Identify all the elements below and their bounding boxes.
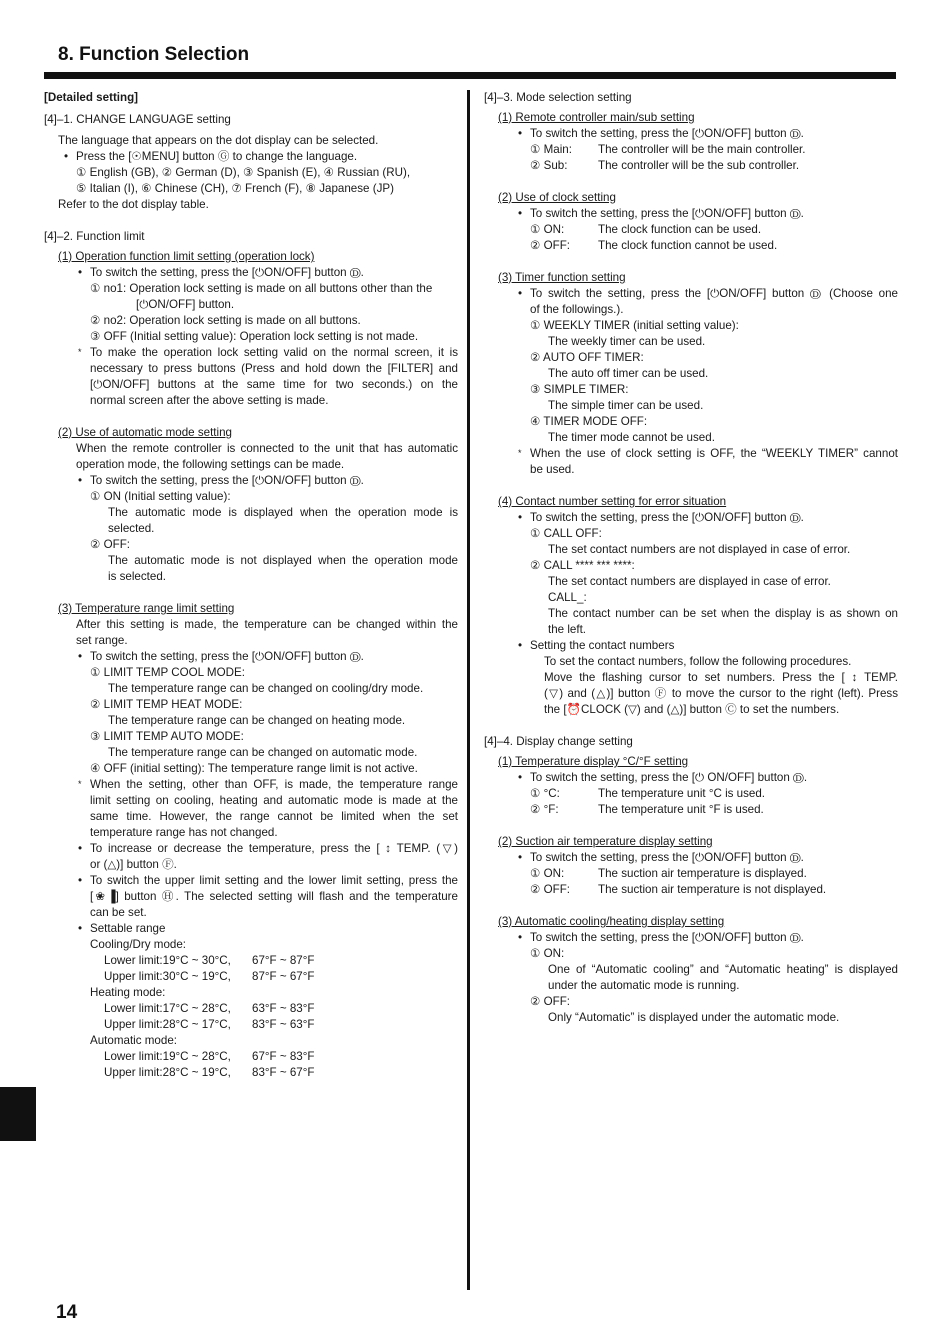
- range-row: [44, 1065, 458, 1081]
- description-line: After this setting is made, the temperature can be changed within the: [76, 618, 458, 631]
- option-row: [484, 802, 898, 818]
- bullet-item: • To switch the setting, press the [⏻ON/OFF] button Ⓓ.: [44, 649, 458, 665]
- option-key: ② OFF:: [530, 239, 571, 252]
- bullet-item: • Settable range: [44, 921, 458, 937]
- procedure-line: To set the contact numbers, follow the following procedures.: [544, 655, 852, 668]
- option-line: ② LIMIT TEMP HEAT MODE:: [90, 698, 243, 711]
- subsection-title: (1) Operation function limit setting (operation lock): [58, 250, 315, 263]
- option-desc-line: The automatic mode is displayed when the operation mode is: [108, 506, 458, 519]
- note-line: * When the use of clock setting is OFF, the “WEEKLY TIMER” cannot: [484, 446, 898, 462]
- subsection-automatic-mode: [44, 425, 458, 585]
- note-line: temperature range has not changed.: [90, 826, 278, 839]
- subsection-contact-number: [484, 494, 898, 718]
- range-fahrenheit: 63°F ~ 83°F: [252, 1002, 315, 1015]
- bullet-item: • To switch the setting, press the [⏻ON/OFF] button Ⓓ.: [484, 930, 898, 946]
- subsection-title: (3) Temperature range limit setting: [58, 602, 235, 615]
- subsection-suction-air: [484, 834, 898, 898]
- bullet-continuation: can be set.: [90, 906, 147, 919]
- subsection-title: (2) Use of clock setting: [498, 191, 616, 204]
- option-desc-line: The timer mode cannot be used.: [548, 431, 715, 444]
- left-column: [44, 90, 458, 1081]
- option-row: [484, 882, 898, 898]
- option-row: [484, 786, 898, 802]
- subsection-main-sub: [484, 110, 898, 174]
- range-celsius: Lower limit:19°C ~ 28°C,: [104, 1050, 231, 1063]
- subsection-title: (1) Temperature display °C/°F setting: [498, 755, 689, 768]
- paragraph-line: Refer to the dot display table.: [58, 198, 209, 211]
- subsection-title: (3) Automatic cooling/heating display setting: [498, 915, 725, 928]
- page-number: 14: [56, 1302, 78, 1323]
- option-desc-line: under the automatic mode is running.: [548, 979, 740, 992]
- option-key: ② Sub:: [530, 159, 568, 172]
- bullet-item: • To switch the setting, press the [⏻ON/OFF] button Ⓓ.: [484, 510, 898, 526]
- subsection-auto-cool-heat: [484, 914, 898, 1026]
- option-value: The clock function can be used.: [598, 223, 762, 236]
- option-desc-line: The auto off timer can be used.: [548, 367, 709, 380]
- option-value: The suction air temperature is not displayed.: [598, 883, 827, 896]
- range-fahrenheit: 83°F ~ 67°F: [252, 1066, 315, 1079]
- range-row: [44, 1017, 458, 1033]
- bullet-continuation: or (△)] button Ⓕ.: [90, 858, 177, 871]
- note-line: * When the setting, other than OFF, is made, the temperature range: [44, 777, 458, 793]
- option-desc-line: the left.: [548, 623, 587, 636]
- note-line: limit setting on cooling, heating and automatic mode is made at the: [90, 794, 458, 807]
- option-row: [484, 222, 898, 238]
- note-line: same time. However, the range cannot be limited when the set: [90, 810, 458, 823]
- option-line: ① WEEKLY TIMER (initial setting value):: [530, 319, 739, 332]
- option-desc-line: The set contact numbers are not displayed in case of error.: [548, 543, 851, 556]
- option-value: The temperature unit °C is used.: [598, 787, 766, 800]
- subsection-title: (2) Use of automatic mode setting: [58, 426, 232, 439]
- bullet-item: • To switch the setting, press the [⏻ON/OFF] button Ⓓ (Choose one: [484, 286, 898, 302]
- range-row: [44, 969, 458, 985]
- option-line: ② AUTO OFF TIMER:: [530, 351, 644, 364]
- bullet-item: • Setting the contact numbers: [484, 638, 898, 654]
- option-desc-line: The temperature range can be changed on cooling/dry mode.: [108, 682, 424, 695]
- range-row: [44, 1001, 458, 1017]
- subsection-operation-lock: [44, 249, 458, 409]
- description-line: When the remote controller is connected to the unit that has automatic: [76, 442, 458, 455]
- option-desc-line: Only “Automatic” is displayed under the automatic mode.: [548, 1011, 840, 1024]
- subsection-title: (4) Contact number setting for error situation: [498, 495, 727, 508]
- option-value: The controller will be the main controller.: [598, 143, 806, 156]
- section-change-language: [44, 112, 458, 213]
- range-mode-label: Automatic mode:: [90, 1034, 177, 1047]
- option-key: ① ON:: [530, 867, 565, 880]
- bullet-continuation: [❀▐] button Ⓗ. The selected setting will flash and the temperature: [90, 890, 458, 903]
- page-title: 8. Function Selection: [58, 44, 250, 65]
- subsection-timer: [484, 270, 898, 478]
- procedure-line: (▽) and (△)] button Ⓕ to move the cursor to the right (left). Press: [544, 687, 898, 700]
- section-mode-selection: [484, 90, 898, 718]
- language-options-line: ① English (GB), ② German (D), ③ Spanish (E), ④ Russian (RU),: [76, 166, 411, 179]
- range-fahrenheit: 83°F ~ 63°F: [252, 1018, 315, 1031]
- bullet-item: • To switch the setting, press the [⏻ON/OFF] button Ⓓ.: [44, 265, 458, 281]
- option-value: The clock function cannot be used.: [598, 239, 778, 252]
- range-row: [44, 953, 458, 969]
- section-display-change: [484, 734, 898, 1026]
- description-line: set range.: [76, 634, 128, 647]
- section-title: [4]–2. Function limit: [44, 230, 145, 243]
- option-line: ④ OFF (initial setting): The temperature range limit is not active.: [90, 762, 418, 775]
- option-key: ① °C:: [530, 787, 560, 800]
- range-celsius: Upper limit:30°C ~ 19°C,: [104, 970, 231, 983]
- section-function-limit: [44, 229, 458, 1081]
- option-desc-line: selected.: [108, 522, 155, 535]
- option-row: [484, 142, 898, 158]
- range-celsius: Lower limit:17°C ~ 28°C,: [104, 1002, 231, 1015]
- range-fahrenheit: 67°F ~ 87°F: [252, 954, 315, 967]
- option-row: [484, 158, 898, 174]
- option-key: ① Main:: [530, 143, 572, 156]
- option-line: ① ON (Initial setting value):: [90, 490, 231, 503]
- option-line: [⏻ON/OFF] button.: [136, 298, 235, 311]
- option-line: ① ON:: [530, 947, 565, 960]
- option-desc-line: The set contact numbers are displayed in case of error.: [548, 575, 831, 588]
- option-value: The temperature unit °F is used.: [598, 803, 764, 816]
- procedure-line: Move the flashing cursor to set numbers. Press the [ ↕ TEMP.: [544, 671, 898, 684]
- subsection-temperature-unit: [484, 754, 898, 818]
- option-row: [484, 866, 898, 882]
- option-desc-line: The automatic mode is not displayed when the operation mode: [108, 554, 458, 567]
- option-desc-line: The weekly timer can be used.: [548, 335, 706, 348]
- range-celsius: Upper limit:28°C ~ 17°C,: [104, 1018, 231, 1031]
- option-key: ① ON:: [530, 223, 565, 236]
- right-column: [484, 90, 898, 1026]
- option-line: ④ TIMER MODE OFF:: [530, 415, 648, 428]
- option-desc-line: The temperature range can be changed on automatic mode.: [108, 746, 418, 759]
- option-desc-line: The temperature range can be changed on heating mode.: [108, 714, 406, 727]
- option-line: ① CALL OFF:: [530, 527, 602, 540]
- range-celsius: Lower limit:19°C ~ 30°C,: [104, 954, 231, 967]
- bullet-item: • To switch the upper limit setting and the lower limit setting, press the: [44, 873, 458, 889]
- note-line: be used.: [530, 463, 575, 476]
- bullet-item: • To switch the setting, press the [⏻ON/OFF] button Ⓓ.: [484, 850, 898, 866]
- section-title: [4]–4. Display change setting: [484, 735, 633, 748]
- column-divider: [467, 90, 470, 1290]
- option-line: ③ LIMIT TEMP AUTO MODE:: [90, 730, 244, 743]
- bullet-continuation: of the followings.).: [530, 303, 624, 316]
- option-line: CALL_:: [548, 591, 587, 604]
- option-line: ③ OFF (Initial setting value): Operation lock setting is not made.: [90, 330, 419, 343]
- title-rule: [44, 72, 896, 79]
- procedure-line: the [⏰CLOCK (▽) and (△)] button Ⓒ to set the numbers.: [544, 703, 840, 716]
- option-desc-line: The simple timer can be used.: [548, 399, 704, 412]
- bullet-item: • To switch the setting, press the [⏻ON/OFF] button Ⓓ.: [484, 126, 898, 142]
- option-line: ① no1: Operation lock setting is made on all buttons other than the: [90, 282, 433, 295]
- bullet-item: • To switch the setting, press the [⏻ON/OFF] button Ⓓ.: [484, 206, 898, 222]
- option-desc-line: The contact number can be set when the display is as shown on: [548, 607, 898, 620]
- range-row: [44, 1049, 458, 1065]
- range-fahrenheit: 67°F ~ 83°F: [252, 1050, 315, 1063]
- range-mode-label: Cooling/Dry mode:: [90, 938, 187, 951]
- range-celsius: Upper limit:28°C ~ 19°C,: [104, 1066, 231, 1079]
- option-line: ② OFF:: [530, 995, 571, 1008]
- bullet-item: • To switch the setting, press the [⏻ ON/OFF] button Ⓓ.: [484, 770, 898, 786]
- note-line: * To make the operation lock setting valid on the normal screen, it is: [44, 345, 458, 361]
- bullet-item: • To increase or decrease the temperature, press the [ ↕ TEMP. (▽): [44, 841, 458, 857]
- section-title: [4]–3. Mode selection setting: [484, 91, 632, 104]
- option-line: ① LIMIT TEMP COOL MODE:: [90, 666, 245, 679]
- subsection-title: (1) Remote controller main/sub setting: [498, 111, 695, 124]
- section-title: [4]–1. CHANGE LANGUAGE setting: [44, 113, 231, 126]
- note-line: necessary to press buttons (Press and hold down the [FILTER] and: [90, 362, 458, 375]
- option-line: ② no2: Operation lock setting is made on all buttons.: [90, 314, 361, 327]
- subsection-temperature-range: [44, 601, 458, 1081]
- option-value: The controller will be the sub controller.: [598, 159, 800, 172]
- option-value: The suction air temperature is displayed.: [598, 867, 807, 880]
- option-desc-line: is selected.: [108, 570, 166, 583]
- bullet-item: • To switch the setting, press the [⏻ON/OFF] button Ⓓ.: [44, 473, 458, 489]
- range-mode-label: Heating mode:: [90, 986, 166, 999]
- chapter-side-tab: [0, 1087, 36, 1141]
- option-row: [484, 238, 898, 254]
- subsection-title: (2) Suction air temperature display setting: [498, 835, 713, 848]
- option-line: ③ SIMPLE TIMER:: [530, 383, 629, 396]
- option-key: ② °F:: [530, 803, 559, 816]
- note-line: [⏻ON/OFF] buttons at the same time for two seconds.) on the: [90, 378, 458, 391]
- subsection-title: (3) Timer function setting: [498, 271, 626, 284]
- option-desc-line: One of “Automatic cooling” and “Automatic heating” is displayed: [548, 963, 898, 976]
- paragraph-line: The language that appears on the dot display can be selected.: [58, 134, 379, 147]
- option-line: ② OFF:: [90, 538, 131, 551]
- range-fahrenheit: 87°F ~ 67°F: [252, 970, 315, 983]
- detailed-setting-heading: [Detailed setting]: [44, 91, 139, 104]
- description-line: operation mode, the following settings can be made.: [76, 458, 345, 471]
- subsection-clock: [484, 190, 898, 254]
- note-line: normal screen after the above setting is made.: [90, 394, 329, 407]
- bullet-item: • Press the [☉MENU] button Ⓖ to change the language.: [44, 149, 458, 165]
- option-key: ② OFF:: [530, 883, 571, 896]
- language-options-line: ⑤ Italian (I), ⑥ Chinese (CH), ⑦ French (F), ⑧ Japanese (JP): [76, 182, 394, 195]
- option-line: ② CALL **** *** ****:: [530, 559, 635, 572]
